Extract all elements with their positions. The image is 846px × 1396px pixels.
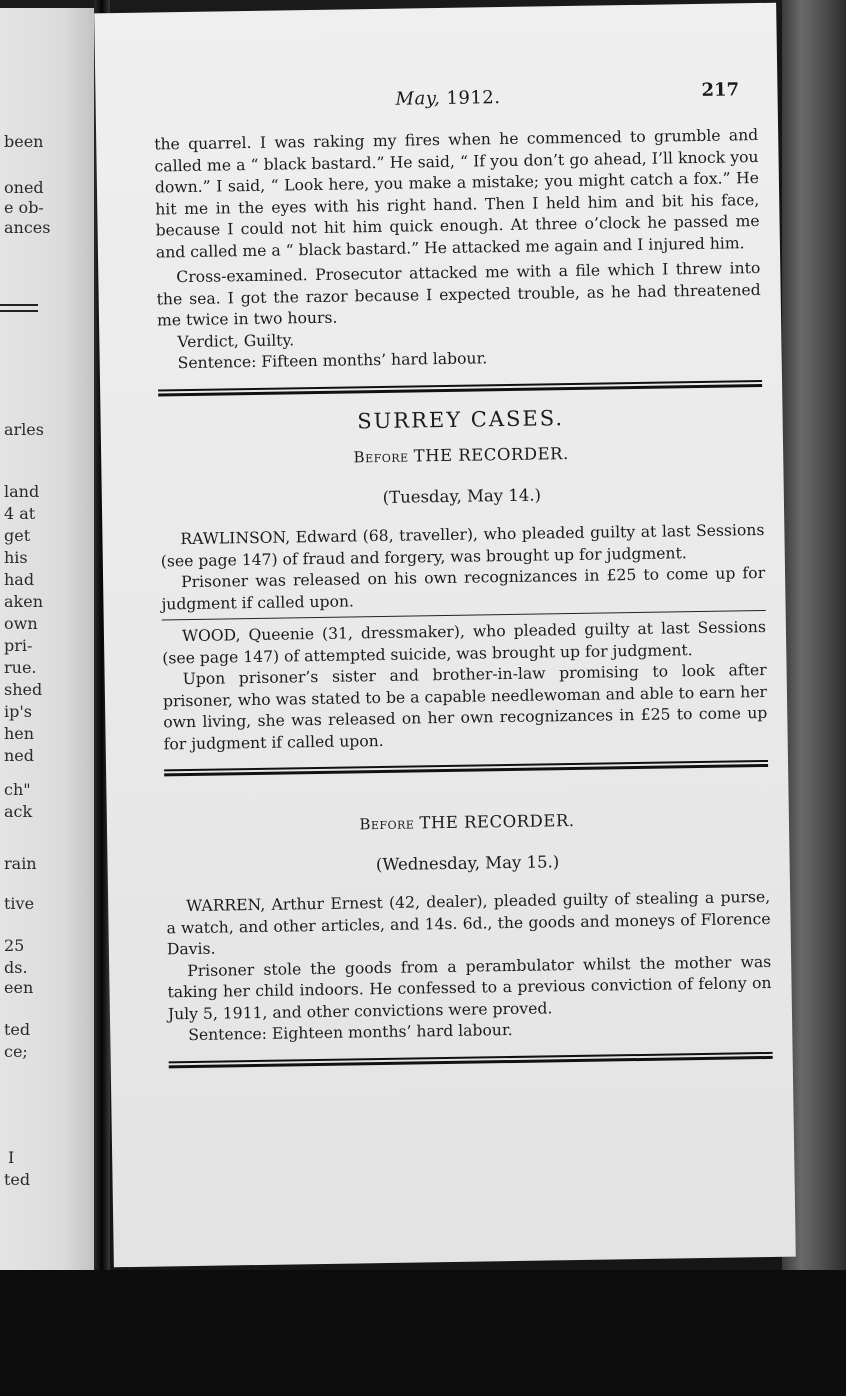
facing-page-fragment: 25 bbox=[4, 936, 25, 955]
facing-page-fragment: get bbox=[4, 526, 31, 545]
facing-page-fragment: shed bbox=[4, 680, 43, 699]
facing-page-fragment: een bbox=[4, 978, 34, 997]
facing-page-fragment: his bbox=[4, 548, 28, 567]
case-entry bbox=[166, 887, 771, 961]
facing-page-fragment: ip's bbox=[4, 702, 32, 721]
facing-page-fragment: pri- bbox=[4, 636, 33, 655]
case-outcome: Upon prisoner’s sister and brother-in-law promising to look after prisoner, who was stated to be a capable needlewoman and able to earn her own living, she was released on her own recognizances in £25 to come up for judgment if called upon. bbox=[162, 660, 768, 753]
case-description: Queenie (31, dressmaker), who pleaded guilty at last Sessions (see page 147) of attempted suicide, was brought up for judgment. bbox=[162, 617, 767, 667]
before-label: Before bbox=[359, 814, 415, 834]
before-label: Before bbox=[353, 447, 409, 467]
facing-page-fragment: ted bbox=[4, 1170, 31, 1189]
facing-page-fragment: aken bbox=[4, 592, 44, 611]
facing-page-rule bbox=[0, 304, 38, 306]
court-date: (Wednesday, May 15.) bbox=[375, 851, 560, 874]
facing-page-rule bbox=[0, 310, 38, 312]
section-divider bbox=[158, 379, 762, 395]
facing-page-fragment: had bbox=[4, 570, 35, 589]
case-outcome: Prisoner was released on his own recognizances in £25 to come up for judgment if called upon. bbox=[161, 563, 766, 613]
recorder-label: THE RECORDER. bbox=[413, 444, 569, 466]
facing-page-fragment: ted bbox=[4, 1020, 31, 1039]
facing-page-fragment: 4 at bbox=[4, 504, 36, 523]
facing-page-fragment: been bbox=[4, 132, 44, 151]
facing-page-fragment: ds. bbox=[4, 958, 28, 977]
facing-page-fragment: oned bbox=[4, 178, 44, 197]
facing-page-fragment: tive bbox=[4, 894, 35, 913]
running-header-date bbox=[395, 87, 500, 110]
defendant-name: WOOD, bbox=[181, 626, 241, 646]
facing-page-fragment: arles bbox=[4, 420, 44, 439]
page-content bbox=[154, 125, 773, 1068]
facing-page-fragment: ack bbox=[4, 802, 33, 821]
cross-examination: Cross-examined. Prosecutor attacked me with a file which I threw into the sea. I got the razor because I expected trouble, as he had threatened me twice in two hours. bbox=[156, 259, 761, 330]
facing-page-fragment: ances bbox=[4, 218, 51, 237]
facing-page-fragment: land bbox=[4, 482, 40, 501]
facing-page bbox=[0, 8, 102, 1276]
case-detail: Prisoner stole the goods from a perambulator whilst the mother was taking her child indoors. He confessed to a previous conviction of felony on July 5, 1911, and other convictions were proved. bbox=[167, 952, 772, 1023]
facing-page-fragment: rue. bbox=[4, 658, 37, 677]
scan-bottom-shadow bbox=[0, 1270, 846, 1396]
recorder-label: THE RECORDER. bbox=[419, 810, 575, 833]
facing-page-fragment: own bbox=[4, 614, 38, 633]
facing-page-fragment: e ob- bbox=[4, 198, 44, 217]
continued-testimony: the quarrel. I was raking my fires when he commenced to grumble and called me a “ black bastard.” He said, “ If you don’t go ahead, I’ll knock you down.” I said, “ Look here, you make a mistake; you might catch a fox.” He hit me in the eyes with his right hand. Then I held him and bit his face, because I could not hit him quick enough. At three o’clock he passed me and called me a “ black bastard.” He attacked me again and I injured him. bbox=[154, 126, 760, 261]
sentence: Sentence: Fifteen months’ hard labour. bbox=[177, 349, 488, 373]
facing-page-fragment: rain bbox=[4, 854, 37, 873]
court-heading bbox=[165, 807, 769, 839]
court-heading bbox=[159, 440, 763, 472]
header-year: 1912. bbox=[446, 87, 501, 109]
case-description: Arthur Ernest (42, dealer), pleaded guilty of stealing a purse, a watch, and other articles, and 14s. 6d., the goods and moneys of Florence Davis. bbox=[166, 887, 771, 959]
page-number: 217 bbox=[701, 79, 740, 101]
facing-page-fragment: I bbox=[8, 1148, 15, 1167]
verdict: Verdict, Guilty. bbox=[177, 330, 295, 351]
case-description: Edward (68, traveller), who pleaded guilty at last Sessions (see page 147) of fraud and forgery, was brought up for judgment. bbox=[160, 520, 765, 570]
facing-page-fragment: ned bbox=[4, 746, 35, 765]
facing-page-fragment: ce; bbox=[4, 1042, 28, 1061]
sentence: Sentence: Eighteen months’ hard labour. bbox=[188, 1020, 513, 1045]
defendant-name: RAWLINSON, bbox=[180, 528, 291, 549]
court-date: (Tuesday, May 14.) bbox=[382, 484, 542, 507]
section-divider bbox=[169, 1051, 773, 1067]
facing-page-fragment: ch" bbox=[4, 780, 31, 799]
book-page bbox=[94, 3, 796, 1268]
section-title: SURREY CASES. bbox=[357, 405, 565, 433]
defendant-name: WARREN, bbox=[186, 895, 266, 916]
facing-page-fragment: hen bbox=[4, 724, 35, 743]
running-header bbox=[95, 79, 777, 116]
header-month: May, bbox=[395, 88, 441, 110]
